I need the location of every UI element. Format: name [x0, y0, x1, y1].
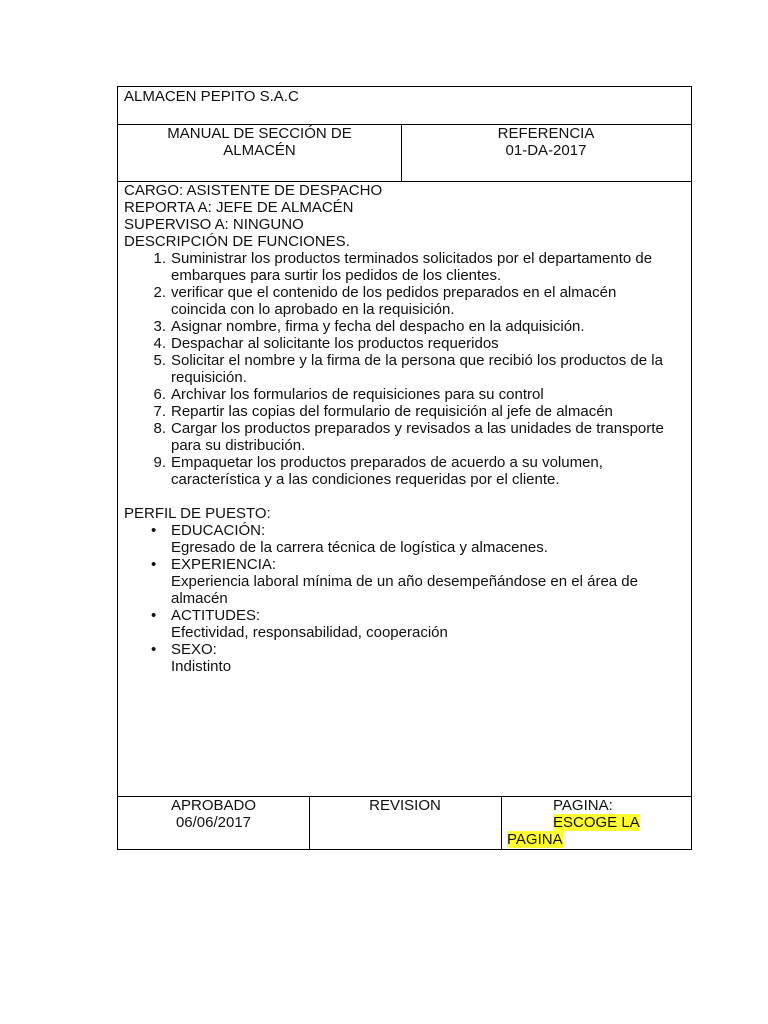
list-item	[124, 522, 686, 556]
descripcion-title: DESCRIPCIÓN DE FUNCIONES.	[124, 233, 350, 250]
list-item-text: para su distribución.	[171, 437, 306, 454]
aprobado-date: 06/06/2017	[175, 814, 252, 831]
list-item-text: Cargar los productos preparados y revisados a las unidades de transporte	[171, 420, 664, 437]
list-item-text: Solicitar el nombre y la firma de la persona que recibió los productos de la	[171, 352, 663, 369]
pagina-label: PAGINA:	[553, 797, 613, 814]
bullet-icon: •	[151, 556, 157, 573]
profile-item-title: EDUCACIÓN:	[171, 522, 266, 539]
aprobado-label: APROBADO	[170, 797, 257, 814]
list-item	[124, 284, 686, 318]
list-number: 8.	[153, 420, 166, 437]
list-item-text: coincida con lo aprobado en la requisición.	[171, 301, 455, 318]
list-item	[124, 250, 686, 284]
profile-item-title: EXPERIENCIA:	[171, 556, 277, 573]
pagina-block	[501, 796, 691, 848]
list-item	[124, 318, 686, 335]
list-item	[124, 420, 686, 454]
company-name: ALMACEN PEPITO S.A.C	[124, 88, 299, 105]
bullet-icon: •	[151, 522, 157, 539]
cargo-line: CARGO: ASISTENTE DE DESPACHO	[124, 182, 383, 199]
list-item	[124, 403, 686, 420]
list-number: 5.	[153, 352, 166, 369]
functions-list	[124, 250, 686, 488]
profile-list	[124, 522, 686, 675]
aprobado-block	[118, 796, 309, 831]
body-content	[124, 182, 686, 675]
pagina-placeholder-line2[interactable]: PAGINA	[507, 831, 563, 848]
manual-title-line1: MANUAL DE SECCIÓN DE	[167, 125, 352, 142]
list-item-text: Empaquetar los productos preparados de acuerdo a su volumen,	[171, 454, 603, 471]
profile-item-title: ACTITUDES:	[171, 607, 261, 624]
reference-code: 01-DA-2017	[505, 142, 587, 159]
list-item-text: Despachar al solicitante los productos requeridos	[171, 335, 499, 352]
list-item	[124, 352, 686, 386]
revision-block	[309, 796, 501, 814]
profile-item-text: Indistinto	[171, 658, 232, 675]
list-number: 6.	[153, 386, 166, 403]
perfil-title: PERFIL DE PUESTO:	[124, 505, 271, 522]
list-item	[124, 641, 686, 675]
reference-block	[401, 124, 691, 159]
list-number: 4.	[153, 335, 166, 352]
list-number: 1.	[153, 250, 166, 267]
list-item-text: verificar que el contenido de los pedidos preparados en el almacén	[171, 284, 617, 301]
list-item-text: característica y a las condiciones requeridas por el cliente.	[171, 471, 560, 488]
list-item-text: embarques para surtir los pedidos de los clientes.	[171, 267, 502, 284]
list-item-text: Asignar nombre, firma y fecha del despacho en la adquisición.	[171, 318, 585, 335]
list-item	[124, 556, 686, 607]
manual-title-line2: ALMACÉN	[223, 142, 296, 159]
profile-item-text: Egresado de la carrera técnica de logística y almacenes.	[171, 539, 548, 556]
list-item	[124, 607, 686, 641]
bullet-icon: •	[151, 607, 157, 624]
list-item-text: Suministrar los productos terminados solicitados por el departamento de	[171, 250, 653, 267]
manual-title	[118, 124, 401, 159]
reference-label: REFERENCIA	[497, 125, 595, 142]
list-number: 3.	[153, 318, 166, 335]
profile-item-text: Efectividad, responsabilidad, cooperación	[171, 624, 448, 641]
document-form	[117, 86, 692, 850]
profile-item-text: almacén	[171, 590, 228, 607]
reporta-line: REPORTA A: JEFE DE ALMACÉN	[124, 199, 354, 216]
revision-label: REVISION	[369, 797, 441, 814]
list-item-text: Repartir las copias del formulario de requisición al jefe de almacén	[171, 403, 613, 420]
list-number: 2.	[153, 284, 166, 301]
supervisa-line: SUPERVISO A: NINGUNO	[124, 216, 304, 233]
list-number: 7.	[153, 403, 166, 420]
profile-item-title: SEXO:	[171, 641, 217, 658]
list-number: 9.	[153, 454, 166, 471]
list-item-text: Archivar los formularios de requisiciones para su control	[171, 386, 544, 403]
list-item	[124, 335, 686, 352]
profile-item-text: Experiencia laboral mínima de un año desempeñándose en el área de	[171, 573, 638, 590]
list-item	[124, 386, 686, 403]
bullet-icon: •	[151, 641, 157, 658]
list-item-text: requisición.	[171, 369, 247, 386]
pagina-placeholder-line1[interactable]: ESCOGE LA	[553, 814, 640, 831]
list-item	[124, 454, 686, 488]
